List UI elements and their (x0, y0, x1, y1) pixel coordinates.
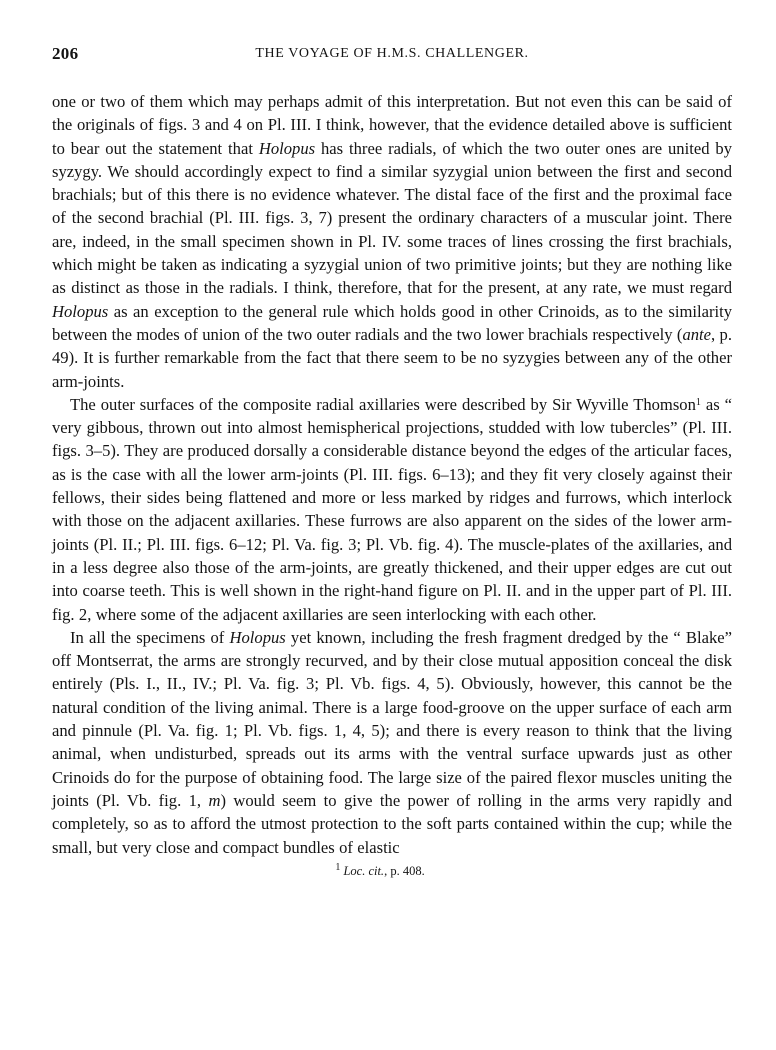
page-number: 206 (52, 44, 79, 63)
italic-term: Holopus (52, 301, 109, 321)
text-run: In all the specimens of (70, 627, 230, 647)
paragraph-3 (52, 626, 732, 859)
text-run: ) would seem to give the power of rolling in the arms very rapidly and completely, so as to afford the utmost protection to the soft parts contained within the cup; while the small, but very close and compact bundles of elastic (52, 790, 733, 857)
body-text (52, 90, 732, 859)
footnote-citation: Loc. cit. (343, 863, 385, 878)
text-run: one or two of them which may perhaps admit of this interpretation. But not even this can be said of the originals of figs. 3 and 4 on Pl. III. I think, however, that the evidence detailed above is sufficient to bear out the statement that (52, 92, 732, 158)
italic-term: Holopus (229, 627, 286, 647)
text-run: , p. 49). It is further remarkable from the fact that there seem to be no syzygies between any of the other arm-joints. (52, 324, 732, 391)
italic-term: m (208, 790, 221, 810)
paragraph-2 (52, 393, 732, 626)
paragraph-1 (52, 90, 732, 393)
italic-term: ante (682, 324, 712, 344)
text-run: The outer surfaces of the composite radial axillaries were described by Sir Wyville Thomson (70, 394, 696, 414)
text-run: as an exception to the general rule which holds good in other Crinoids, as to the similarity between the modes of union of the two outer radials and the two lower brachials respectively ( (52, 301, 732, 344)
footnote (52, 861, 732, 879)
running-title: THE VOYAGE OF H.M.S. CHALLENGER. (255, 46, 529, 61)
text-run: yet known, including the fresh fragment dredged by the “ Blake” off Montserrat, the arms are strongly recurved, and by their close mutual apposition conceal the disk entirely (Pls. I., II., IV.; Pl. Va. fig. 3; Pl. Vb. figs. 4, 5). Obviously, however, this cannot be the natural condition of the living animal. There is a large food-groove on the upper surface of each arm and pinnule (Pl. Va. fig. 1; Pl. Vb. figs. 1, 4, 5); and there is every reason to think that the living animal, when undisturbed, spreads out its arms with the ventral surface upwards just as other Crinoids do for the purpose of obtaining food. The large size of the paired flexor muscles uniting the joints (Pl. Vb. fig. 1, (52, 627, 733, 810)
footnote-reference: 1 (695, 396, 701, 408)
footnote-page-ref: , p. 408. (384, 863, 425, 878)
page-header (52, 44, 732, 66)
text-run: has three radials, of which the two outer ones are united by syzygy. We should accordingly expect to find a similar syzygial union between the first and second brachials; but of this there is no evidence whatever. The distal face of the first and the proximal face of the second brachial (Pl. III. figs. 3, 7) present the ordinary characters of a muscular joint. There are, indeed, in the small specimen shown in Pl. IV. some traces of lines crossing the first brachials, which might be taken as indicating a syzygial union of two primitive joints; but they are nothing like as distinct as those in the radials. I think, therefore, that for the present, at any rate, we must regard (52, 138, 732, 298)
italic-term: Holopus (258, 138, 316, 158)
text-run: as “ very gibbous, thrown out into almost hemispherical projections, studded with low tubercles” (Pl. III. figs. 3–5). They are produced dorsally a considerable distance beyond the edges of the articular faces, as is the case with all the lower arm-joints (Pl. III. figs. 6–13); and they fit very closely against their fellows, their sides being flattened and more or less marked by ridges and furrows, which interlock with those on the adjacent axillaries. These furrows are also apparent on the sides of the lower arm-joints (Pl. II.; Pl. III. figs. 6–12; Pl. Va. fig. 3; Pl. Vb. fig. 4). The muscle-plates of the axillaries, and in a less degree also those of the arm-joints, are greatly thickened, and their upper edges are cut out into coarse teeth. This is well shown in the right-hand figure on Pl. II. and in the upper part of Pl. III. fig. 2, where some of the adjacent axillaries are seen interlocking with each other. (52, 394, 732, 624)
footnote-marker: 1 (335, 861, 341, 873)
